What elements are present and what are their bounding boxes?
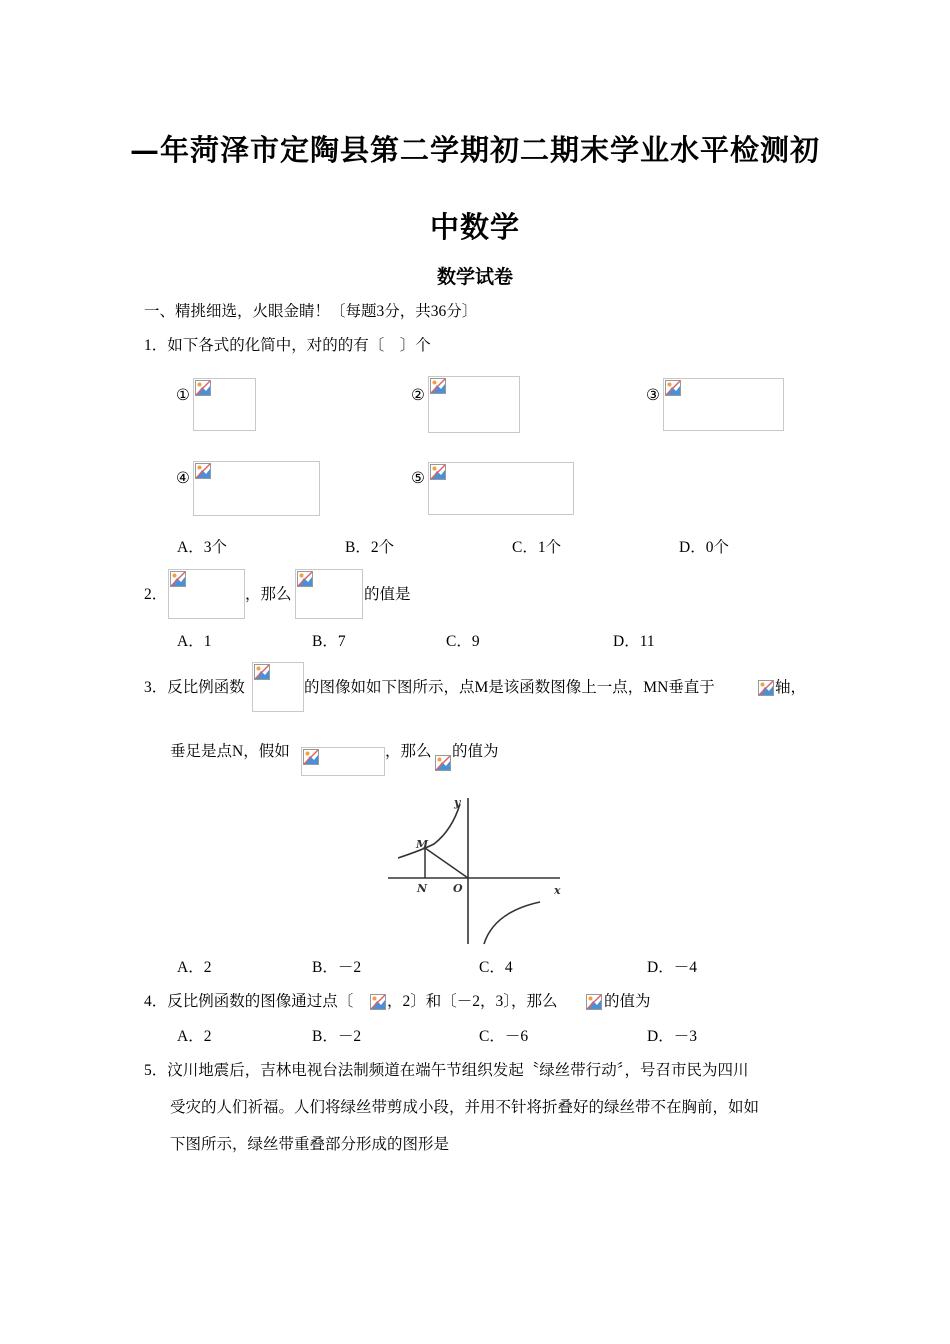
q1-option-d: D．0个 [679,539,729,556]
q1-label-1: ① [176,387,190,404]
graph-label-y: y [454,796,461,809]
broken-image-icon [195,380,211,396]
q5-line2: 受灾的人们祈福。人们将绿丝带剪成小段，并用不针将折叠好的绿丝带不在胸前，如如 [170,1099,760,1116]
q2-tail-text: 的值是 [364,586,411,603]
broken-image-icon [254,664,270,680]
q2-option-c: C．9 [446,633,480,650]
q2-option-b: B．7 [312,633,346,650]
q1-formula-2 [428,376,520,433]
broken-image-icon [435,755,451,771]
q2-mid-text: ，那么 [245,586,292,603]
doc-subtitle: 数学试卷 [436,266,513,288]
broken-image-icon [665,380,681,396]
q1-formula-3 [663,378,784,431]
q1-formula-1 [193,378,256,431]
hyperbola-branch-right [484,902,540,944]
q4-option-a: A．2 [177,1028,212,1045]
q3-option-c: C．4 [479,959,513,976]
q1-option-a: A．3个 [177,539,227,556]
q1-option-c: C．1个 [512,539,562,556]
q1-label-4: ④ [176,470,190,487]
q3-line1-a: 3．反比例函数 [144,679,245,696]
graph-label-x: x [554,884,561,897]
segment-mo [425,848,468,878]
broken-image-icon [758,680,774,696]
q4-text-a: 4．反比例函数的图像通过点〔 [144,993,354,1010]
q3-line2-c: 的值为 [452,743,499,760]
q5-line1: 5．汶川地震后，吉林电视台法制频道在端午节组织发起〝绿丝带行动〞，号召市民为四川 [144,1062,749,1079]
q4-option-c: C．－6 [479,1028,529,1045]
q1-label-3: ③ [646,387,660,404]
doc-title-line2: 中数学 [429,210,520,244]
broken-image-icon [170,571,186,587]
q2-option-d: D．11 [613,633,655,650]
q3-line2-a: 垂足是点N，假如 [170,743,290,760]
q3-line1-c: 轴， [775,679,807,696]
q1-stem: 1．如下各式的化简中，对的的有〔 〕个 [144,337,431,354]
q3-line1-b: 的图像如如下图所示，点M是该函数图像上一点，MN垂直于 [304,679,715,696]
q3-line2-b: ，那么 [385,743,432,760]
section-heading: 一、精挑细选，火眼金睛！〔每题3分，共36分〕 [144,303,478,320]
q3-function-graph [384,792,574,948]
q4-text-c: 的值为 [604,993,651,1010]
broken-image-icon [303,749,319,765]
doc-title-line1: —年菏泽市定陶县第二学期初二期末学业水平检测初 [129,133,820,167]
graph-label-m: M [416,838,429,851]
broken-image-icon [430,464,446,480]
q1-formula-4 [193,461,320,516]
q1-label-2: ② [411,387,425,404]
q1-formula-5 [428,462,574,515]
q4-option-b: B．－2 [312,1028,362,1045]
broken-image-icon [297,571,313,587]
broken-image-icon [195,463,211,479]
broken-image-icon [586,994,602,1010]
q3-option-b: B．－2 [312,959,362,976]
q2-formula-1 [168,569,245,619]
broken-image-icon [430,378,446,394]
q3-formula-function [252,662,304,712]
q2-formula-2 [295,569,363,619]
q1-label-5: ⑤ [411,470,425,487]
q3-formula-area [301,747,385,776]
q4-text-b: ，2〕和〔－2，3〕，那么 [387,993,558,1010]
q2-option-a: A．1 [177,633,212,650]
q5-line3: 下图所示，绿丝带重叠部分形成的图形是 [170,1136,450,1153]
broken-image-icon [370,994,386,1010]
graph-label-o: O [453,882,463,895]
q1-option-b: B．2个 [345,539,395,556]
q3-option-d: D．－4 [647,959,697,976]
graph-label-n: N [417,882,428,895]
q4-option-d: D．－3 [647,1028,697,1045]
q3-option-a: A．2 [177,959,212,976]
q2-number: 2． [144,586,168,603]
